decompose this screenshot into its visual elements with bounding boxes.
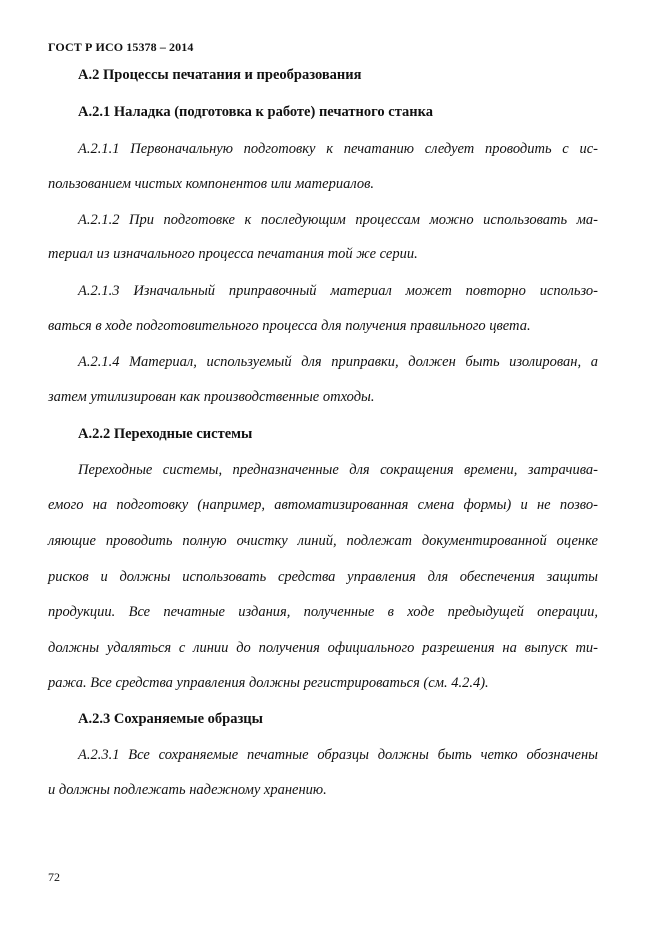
heading-a21: А.2.1 Наладка (подготовка к работе) печатного станка [78, 104, 433, 120]
para-a211-line1: А.2.1.1 Первоначальную подготовку к печатанию следует проводить с ис- [78, 141, 598, 157]
page-number: 72 [48, 870, 60, 884]
heading-a23: А.2.3 Сохраняемые образцы [78, 711, 263, 727]
para-a214-line1: А.2.1.4 Материал, используемый для приправки, должен быть изолирован, а [78, 354, 598, 370]
para-a231-line2: и должны подлежать надежному хранению. [48, 782, 327, 798]
para-a22-line3: ляющие проводить полную очистку линий, подлежат документированной оценке [48, 533, 598, 549]
para-a22-line4: рисков и должны использовать средства управления для обеспечения защиты [48, 569, 598, 585]
para-a213-line2: ваться в ходе подготовительного процесса для получения правильного цвета. [48, 318, 531, 334]
para-a214-line2: затем утилизирован как производственные отходы. [48, 389, 375, 405]
para-a211-line2: пользованием чистых компонентов или материалов. [48, 176, 374, 192]
heading-a2: А.2 Процессы печатания и преобразования [78, 67, 362, 83]
heading-a22: А.2.2 Переходные системы [78, 426, 253, 442]
para-a22-line2: емого на подготовку (например, автоматизированная смена формы) и не позво- [48, 497, 598, 513]
para-a22-line1: Переходные системы, предназначенные для сокращения времени, затрачива- [78, 462, 598, 478]
document-header: ГОСТ Р ИСО 15378 – 2014 [48, 40, 194, 54]
para-a213-line1: А.2.1.3 Изначальный приправочный материал может повторно использо- [78, 283, 598, 299]
para-a22-line7: ража. Все средства управления должны регистрироваться (см. 4.2.4). [48, 675, 489, 691]
para-a22-line5: продукции. Все печатные издания, полученные в ходе предыдущей операции, [48, 604, 598, 620]
para-a212-line1: А.2.1.2 При подготовке к последующим процессам можно использовать ма- [78, 212, 598, 228]
para-a212-line2: териал из изначального процесса печатания той же серии. [48, 246, 418, 262]
para-a231-line1: А.2.3.1 Все сохраняемые печатные образцы должны быть четко обозначены [78, 747, 598, 763]
para-a22-line6: должны удаляться с линии до получения официального разрешения на выпуск ти- [48, 640, 598, 656]
